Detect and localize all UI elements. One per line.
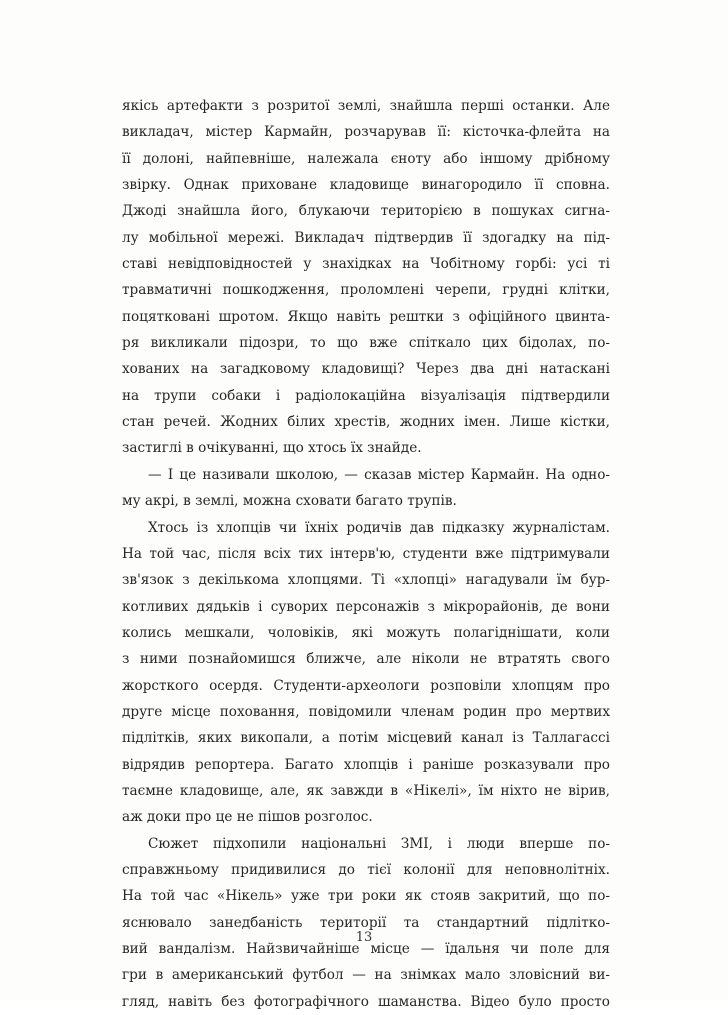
text-line: застиглі в очікуванні, що хтось їх знайде. bbox=[122, 440, 422, 457]
paragraph bbox=[122, 93, 610, 462]
text-line: таємне кладовище, але, як завжди в «Нікелі», їм ніхто не вірив, bbox=[122, 782, 610, 799]
text-line: Хтось із хлопців чи їхніх родичів дав підказку журналістам. bbox=[148, 519, 610, 536]
text-line: Джоді знайшла його, блукаючи територією в пошуках сигна- bbox=[122, 203, 610, 220]
text-line: поцятковані шротом. Якщо навіть рештки з офіційного цвинта- bbox=[122, 308, 610, 325]
text-line: підлітків, яких викопали, а потім місцевий канал із Таллагассі bbox=[122, 730, 610, 747]
text-line: — І це називали школою, — сказав містер Кармайн. На одно- bbox=[148, 466, 610, 483]
text-line: звірку. Однак приховане кладовище винагородило її сповна. bbox=[122, 177, 610, 194]
text-line: стан речей. Жодних білих хрестів, жодних імен. Лише кістки, bbox=[122, 414, 610, 431]
text-line: з ними познайомишся ближче, але ніколи не втратять свого bbox=[122, 651, 610, 668]
text-line: котливих дядьків і суворих персонажів з мікрорайонів, де вони bbox=[122, 598, 610, 615]
text-line: справжньому придивилися до тієї колонії для неповнолітніх. bbox=[122, 861, 610, 878]
text-line: її долоні, найпевніше, належала єноту або іншому дрібному bbox=[122, 150, 610, 167]
body-text bbox=[122, 93, 610, 1015]
text-line: гри в американський футбол — на знімках мало зловісний ви- bbox=[122, 967, 610, 984]
text-line: якісь артефакти з розритої землі, знайшла перші останки. Але bbox=[122, 98, 610, 114]
text-line: колись мешкали, чоловіків, які можуть полагіднішати, коли bbox=[122, 624, 610, 641]
text-line: ря викликали підозри, то що вже спіткало цих бідолах, по- bbox=[122, 335, 610, 352]
paragraph bbox=[122, 515, 610, 831]
text-line: травматичні пошкодження, проломлені черепи, грудні клітки, bbox=[122, 282, 610, 299]
text-line: вий вандалізм. Найзвичайніше місце — їдальня чи поле для bbox=[122, 941, 610, 957]
text-line: друге місце поховання, повідомили членам родин про мертвих bbox=[122, 703, 610, 720]
text-line: жорсткого осердя. Студенти-археологи розповіли хлопцям про bbox=[122, 677, 610, 694]
text-line: зв'язок з декількома хлопцями. Ті «хлопці» нагадували їм бур- bbox=[122, 572, 610, 589]
text-line: гляд, навіть без фотографічного шаманства. Відео було просто bbox=[122, 993, 610, 1010]
text-line: му акрі, в землі, можна сховати багато трупів. bbox=[122, 493, 457, 510]
text-line: яснювало занедбаність території та стандартний підлітко- bbox=[122, 914, 610, 931]
text-line: відрядив репортера. Багато хлопців і раніше розказували про bbox=[122, 756, 610, 773]
text-line: на трупи собаки і радіолокаційна візуалізація підтвердили bbox=[122, 387, 610, 404]
text-line: аж доки про це не пішов розголос. bbox=[122, 809, 373, 826]
text-line: Сюжет підхопили національні ЗМІ, і люди вперше по- bbox=[148, 835, 610, 852]
text-line: ставі невідповідностей у знахідках на Чобітному горбі: усі ті bbox=[122, 256, 610, 273]
paragraph bbox=[122, 831, 610, 1015]
page-number: 13 bbox=[355, 930, 373, 945]
paragraph bbox=[122, 462, 610, 515]
text-line: викладач, містер Кармайн, розчарував її: кісточка-флейта на bbox=[122, 124, 610, 141]
text-line: На той час, після всіх тих інтерв'ю, студенти вже підтримували bbox=[122, 545, 610, 562]
text-line: хованих на загадковому кладовищі? Через два дні натаскані bbox=[122, 361, 610, 378]
text-line: На той час «Нікель» уже три роки як стояв закритий, що по- bbox=[122, 888, 610, 905]
text-line: лу мобільної мережі. Викладач підтвердив її здогадку на під- bbox=[122, 229, 610, 246]
